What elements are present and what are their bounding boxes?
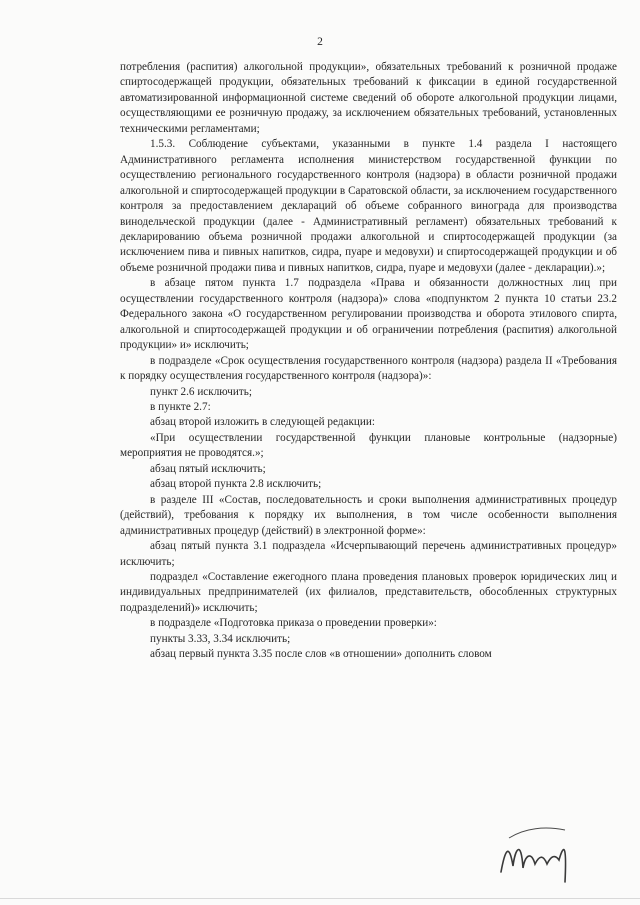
paragraph: пункты 3.33, 3.34 исключить; [150,632,291,645]
paragraph: потребления (распития) алкогольной продукции», обязательных требований к розничной продаже спиртосодержащей продукции, обязательных требований к фиксации в единой государственной автоматизированной информационной системе сведений об обороте алкогольной продукции лицами, осуществляющими ее розничную продажу, за исключением обязательных требований, установленных техническими регламентами; [120,61,617,135]
paragraph: в подразделе «Срок осуществления государственного контроля (надзора) раздела II «Требования к порядку осуществления государственного контроля (надзора)»: [120,354,617,383]
paragraph: абзац второй пункта 2.8 исключить; [150,478,322,491]
paragraph: в подразделе «Подготовка приказа о проведении проверки»: [150,617,437,630]
page-bottom-edge [0,898,640,899]
paragraph: пункт 2.6 исключить; [150,385,252,398]
paragraph: абзац пятый пункта 3.1 подраздела «Исчерпывающий перечень административных процедур» исключить; [120,540,617,568]
page-number: 2 [317,36,323,48]
paragraph: абзац первый пункта 3.35 после слов «в отношении» дополнить словом [150,648,492,661]
paragraph: абзац второй изложить в следующей редакции: [150,416,375,429]
paragraph: подраздел «Составление ежегодного плана проведения плановых проверок юридических лиц и индивидуальных предпринимателей (их филиалов, представительств, обособленных структурных подразделений)» исключить; [120,570,617,614]
paragraph: абзац пятый исключить; [150,462,266,475]
paragraph: в пункте 2.7: [150,400,211,413]
handwritten-signature [495,820,575,890]
paragraph: в абзаце пятом пункта 1.7 подраздела «Права и обязанности должностных лиц при осуществлении государственного контроля (надзора)» слова «подпунктом 2 пункта 10 статьи 23.2 Федерального закона «О государственном регулировании производства и оборота этилового спирта, алкогольной и спиртосодержащей продукции и об ограничении потребления (распития) алкогольной продукции» и» исключить; [120,277,617,352]
paragraph: «При осуществлении государственной функции плановые контрольные (надзорные) мероприятия не проводятся.»; [120,431,617,460]
document-body [120,60,617,663]
paragraph: 1.5.3. Соблюдение субъектами, указанными в пункте 1.4 раздела I настоящего Административного регламента исполнения министерством государственной функции по осуществлению регионального государственного контроля (надзора) в области розничной продажи алкогольной и спиртосодержащей продукции в Саратовской области, за исключением государственного контроля за предоставлением деклараций об объеме собранного винограда для производства винодельческой продукции (далее - Административный регламент) обязательных требований к декларированию объема розничной продажи алкогольной и спиртосодержащей продукции (за исключением пива и пивных напитков, сидра, пуаре и медовухи) и спиртосодержащей продукции и об объеме розничной продажи пива и пивных напитков, сидра, пуаре и медовухи (далее - декларации).»; [120,138,617,274]
paragraph: в разделе III «Состав, последовательность и сроки выполнения административных процедур (действий), требования к порядку их выполнения, в том числе особенности выполнения административных процедур (действий) в электронной форме»: [120,493,617,537]
